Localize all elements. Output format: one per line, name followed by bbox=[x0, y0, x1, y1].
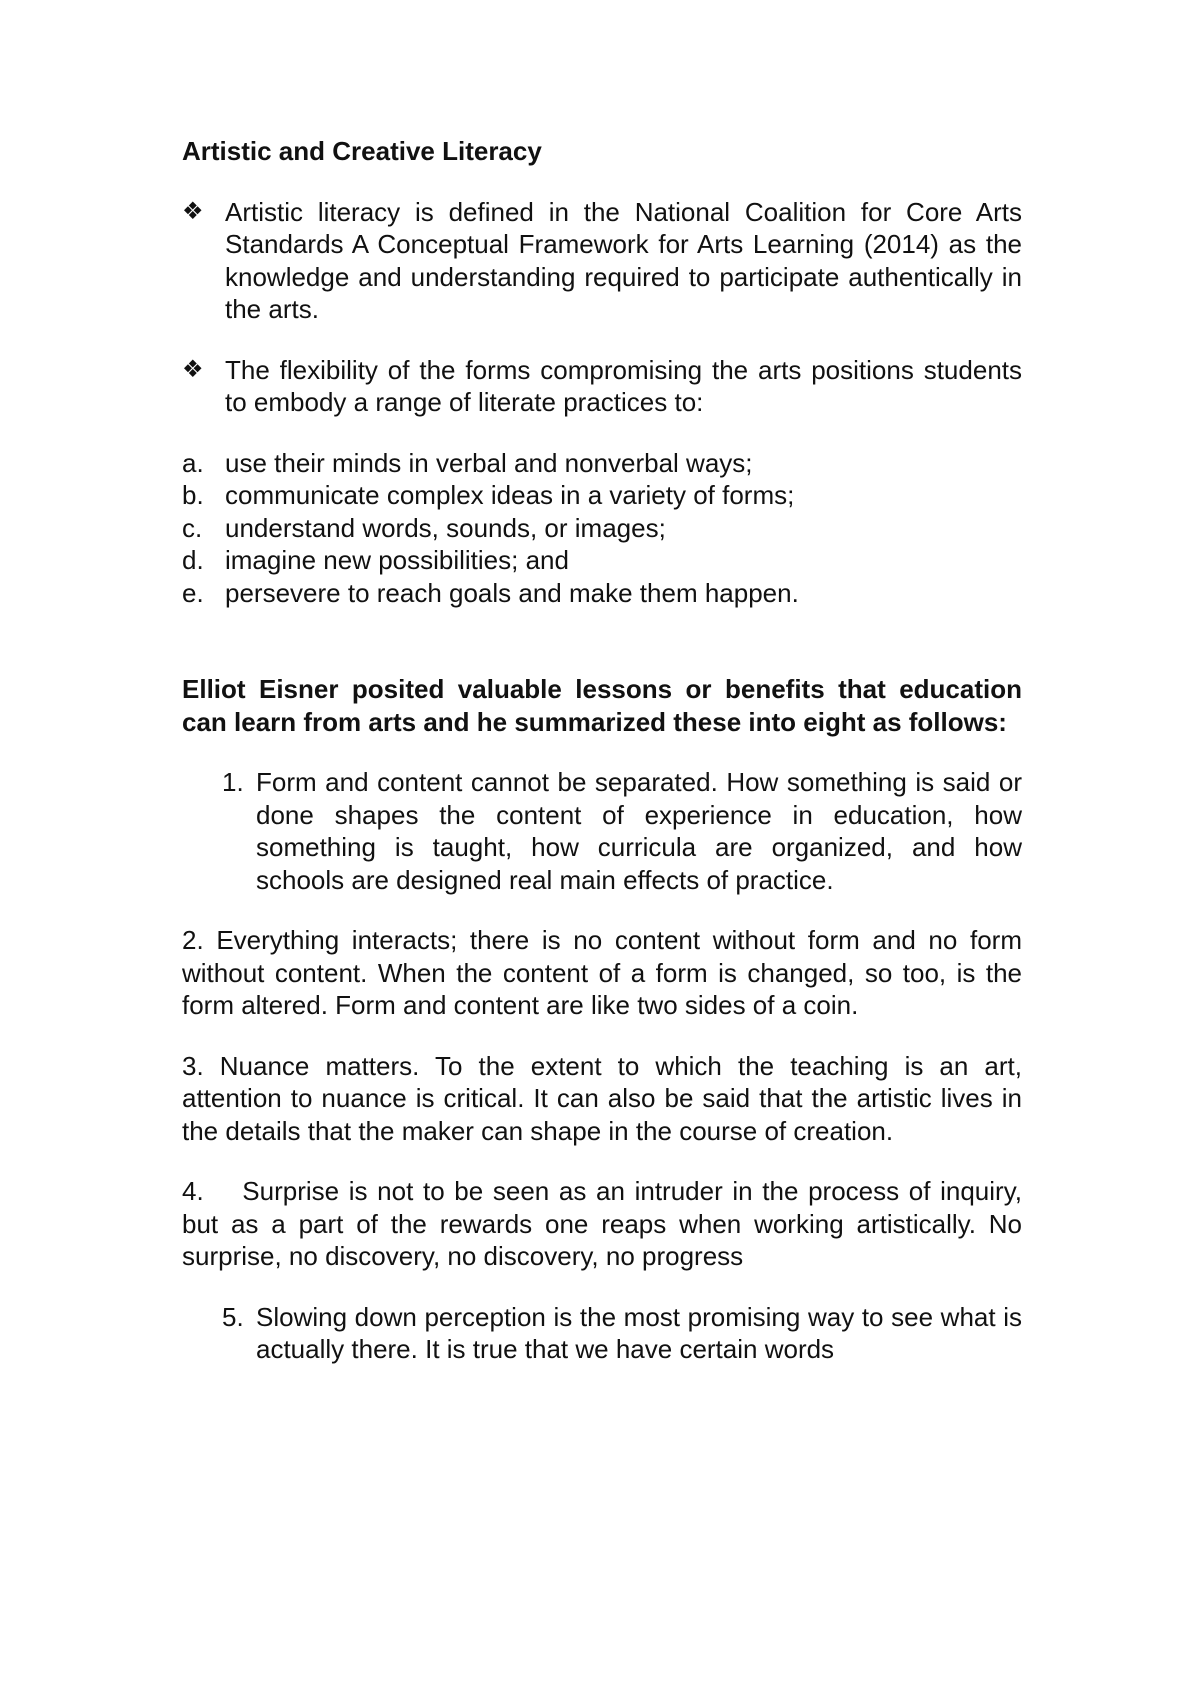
lesson-4: 4. Surprise is not to be seen as an intruder in the process of inquiry, but as a part of the rewards one reaps when working artistically. No surprise, no discovery, no discovery, no progress bbox=[182, 1176, 1030, 1271]
document-title: Artistic and Creative Literacy bbox=[182, 136, 542, 166]
lesson-marker: 5. bbox=[222, 1301, 244, 1332]
diamond-bullet-icon: ❖ bbox=[182, 355, 204, 383]
lesson-3: 3. Nuance matters. To the extent to which the teaching is an art, attention to nuance is critical. It can also be said that the artistic lives in the details that the maker can shape in the course of creation. bbox=[182, 1050, 1022, 1146]
list-item bbox=[182, 447, 1022, 480]
list-item-text: persevere to reach goals and make them happen. bbox=[225, 577, 799, 608]
list-item-text: use their minds in verbal and nonverbal ways; bbox=[225, 447, 753, 478]
list-item bbox=[182, 479, 1022, 512]
document-page bbox=[182, 135, 1030, 1366]
bullet-flexibility bbox=[182, 354, 1022, 419]
bullet-artistic-literacy bbox=[182, 196, 1022, 326]
list-marker: c. bbox=[182, 512, 203, 543]
list-marker: d. bbox=[182, 545, 204, 575]
lesson-5 bbox=[182, 1301, 1022, 1366]
lesson-1 bbox=[182, 766, 1022, 896]
lesson-text: Form and content cannot be separated. How something is said or done shapes the content of experience in education, how something is taught, how curricula are organized, and how schools are designed real main effects of practice. bbox=[256, 767, 1022, 895]
list-item bbox=[182, 512, 1022, 545]
lesson-marker: 1. bbox=[222, 767, 244, 797]
list-item-text: imagine new possibilities; and bbox=[225, 545, 569, 575]
list-marker: a. bbox=[182, 447, 204, 478]
list-item bbox=[182, 544, 1022, 577]
eisner-heading: Elliot Eisner posited valuable lessons or benefits that education can learn from arts and he summarized these into eight as follows: bbox=[182, 674, 1022, 737]
literate-practices-list bbox=[182, 447, 1022, 610]
list-item-text: understand words, sounds, or images; bbox=[225, 512, 666, 543]
lesson-2: 2. Everything interacts; there is no content without form and no form without content. When the content of a form is changed, so too, is the form altered. Form and content are like two sides of a coin. bbox=[182, 925, 1022, 1020]
lesson-text: Slowing down perception is the most promising way to see what is actually there. It is true that we have certain words bbox=[256, 1301, 1022, 1364]
list-marker: e. bbox=[182, 577, 204, 608]
list-marker: b. bbox=[182, 480, 204, 510]
diamond-bullet-icon: ❖ bbox=[182, 197, 204, 225]
bullet-text: The flexibility of the forms compromising the arts positions students to embody a range of literate practices to: bbox=[225, 354, 1022, 417]
list-item bbox=[182, 577, 1022, 610]
bullet-text: Artistic literacy is defined in the National Coalition for Core Arts Standards A Conceptual Framework for Arts Learning (2014) as the knowledge and understanding required to participate authentically in the arts. bbox=[225, 196, 1022, 324]
list-item-text: communicate complex ideas in a variety of forms; bbox=[225, 480, 795, 510]
